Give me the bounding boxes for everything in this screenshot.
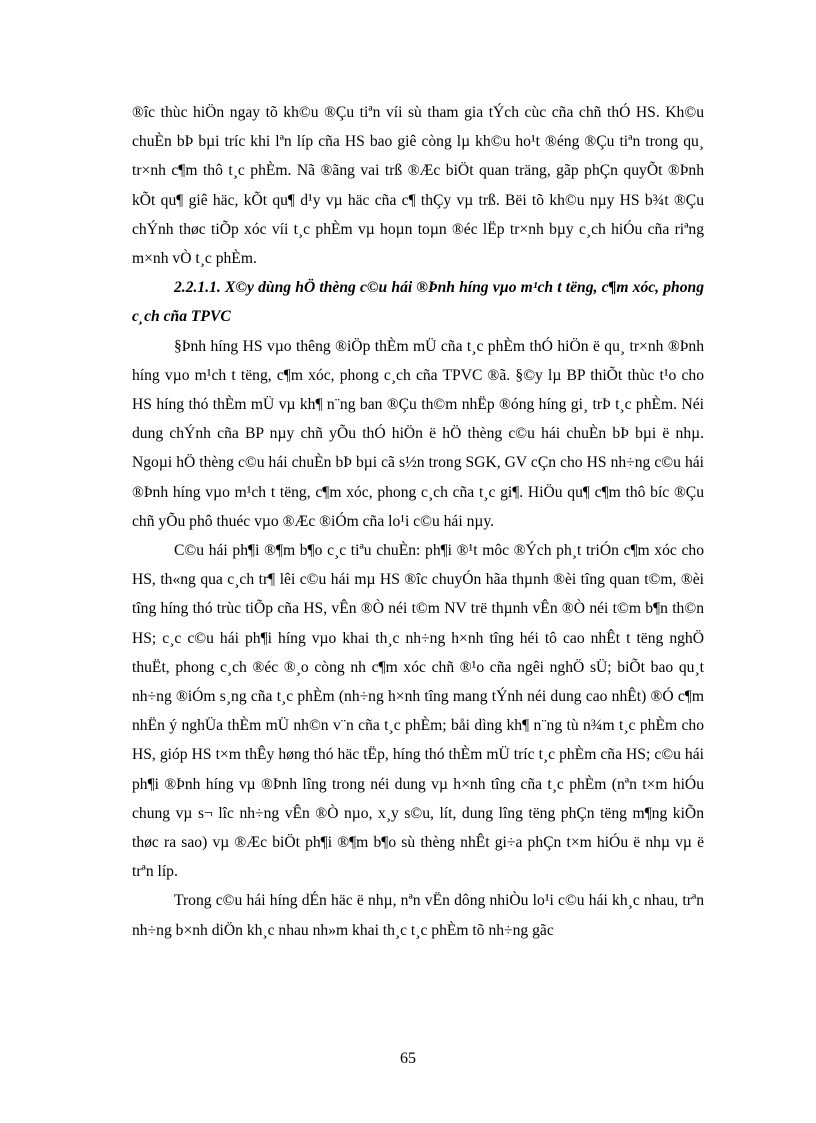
paragraph-home-questions: Trong c©u hái híng dÉn häc ë nhµ, nªn vËn dông nhiÒu lo¹i c©u hái kh¸c nhau, trªn nh÷ng b×nh diÖn kh¸c nhau nh»m khai th¸c t¸c phÈm tõ nh÷ng gãc bbox=[132, 892, 704, 939]
paragraph-orientation: §Þnh híng HS vµo thêng ®iÖp thÈm mÜ cña t¸c phÈm thÓ hiÖn ë qu¸ tr×nh ®Þnh híng vµo m¹ch t tëng, c¶m xóc, phong c¸ch cña TPVC ®ã. §©y lµ BP thiÕt thùc t¹o cho HS híng thó thÈm mÜ vµ kh¶ n¨ng ban ®Çu th©m nhËp ®óng híng gi¸ trÞ t¸c phÈm. Néi dung chÝnh cña BP nµy chñ yÕu thÓ hiÖn ë hÖ thèng c©u hái chuÈn bÞ bµi ë nhµ. Ngoµi hÖ thèng c©u hái chuÈn bÞ bµi cã s½n trong SGK, GV cÇn cho HS nh÷ng c©u hái ®Þnh híng vµo m¹ch t tëng, c¶m xóc, phong c¸ch cña t¸c gi¶. HiÖu qu¶ c¶m thô bíc ®Çu chñ yÕu phô thuéc vµo ®Æc ®iÓm cña lo¹i c©u hái nµy. bbox=[132, 337, 704, 530]
paragraph-question-criteria: C©u hái ph¶i ®¶m b¶o c¸c tiªu chuÈn: ph¶i ®¹t môc ®Ých ph¸t triÓn c¶m xóc cho HS, th«ng qua c¸ch tr¶ lêi c©u hái mµ HS ®îc chuyÓn hãa thµnh ®èi tîng quan t©m, ®èi tîng híng thó trùc tiÕp cña HS, vÊn ®Ò néi t©m NV trë thµnh vÊn ®Ò néi t©m b¶n th©n HS; c¸c c©u hái ph¶i híng vµo khai th¸c nh÷ng h×nh tîng héi tô cao nhÊt t tëng nghÖ thuËt, phong c¸ch ®éc ®¸o còng nh c¶m xóc chñ ®¹o cña ngêi nghÖ sÜ; biÕt bao qu¸t nh÷ng ®iÓm s¸ng cña t¸c phÈm (nh÷ng h×nh tîng mang tÝnh néi dung cao nhÊt) ®Ó c¶m nhËn ý nghÜa thÈm mÜ nh©n v¨n cña t¸c phÈm; båi dìng kh¶ n¨ng tù n¾m t¸c phÈm cho HS, gióp HS t×m thÊy høng thó häc tËp, híng thó thÈm mÜ tríc t¸c phÈm cña HS; c©u hái ph¶i ®Þnh híng vµ ®Þnh lîng trong néi dung vµ h×nh tîng cña t¸c phÈm (nªn t×m hiÓu chung vµ s¬ lîc nh÷ng vÊn ®Ò nµo, x¸y s©u, lít, dung lîng tëng phÇn tëng m¶ng kiÕn thøc ra sao) vµ ®Æc biÖt ph¶i ®¶m b¶o sù thèng nhÊt gi÷a phÇn t×m hiÓu ë nhµ vµ ë trªn líp. bbox=[132, 542, 704, 881]
section-heading: 2.2.1.1. X©y dùng hÖ thèng c©u hái ®Þnh híng vµo m¹ch t tëng, c¶m xóc, phong c¸ch cña TPVC bbox=[132, 279, 704, 326]
paragraph-continuation: ®îc thùc hiÖn ngay tõ kh©u ®Çu tiªn víi sù tham gia tÝch cùc cña chñ thÓ HS. Kh©u chuÈn bÞ bµi tríc khi lªn líp cña HS bao giê còng lµ kh©u ho¹t ®éng ®Çu tiªn trong qu¸ tr×nh c¶m thô t¸c phÈm. Nã ®ãng vai trß ®Æc biÖt quan träng, gãp phÇn quyÕt ®Þnh kÕt qu¶ giê häc, kÕt qu¶ d¹y vµ häc cña c¶ thÇy vµ trß. Bëi tõ kh©u nµy HS b¾t ®Çu chÝnh thøc tiÕp xóc víi t¸c phÈm vµ hoµn toµn ®éc lËp tr×nh bµy c¸ch hiÓu cña riªng m×nh vÒ t¸c phÈm. bbox=[132, 104, 704, 268]
page-number: 65 bbox=[400, 1050, 416, 1067]
page-body bbox=[132, 98, 704, 945]
